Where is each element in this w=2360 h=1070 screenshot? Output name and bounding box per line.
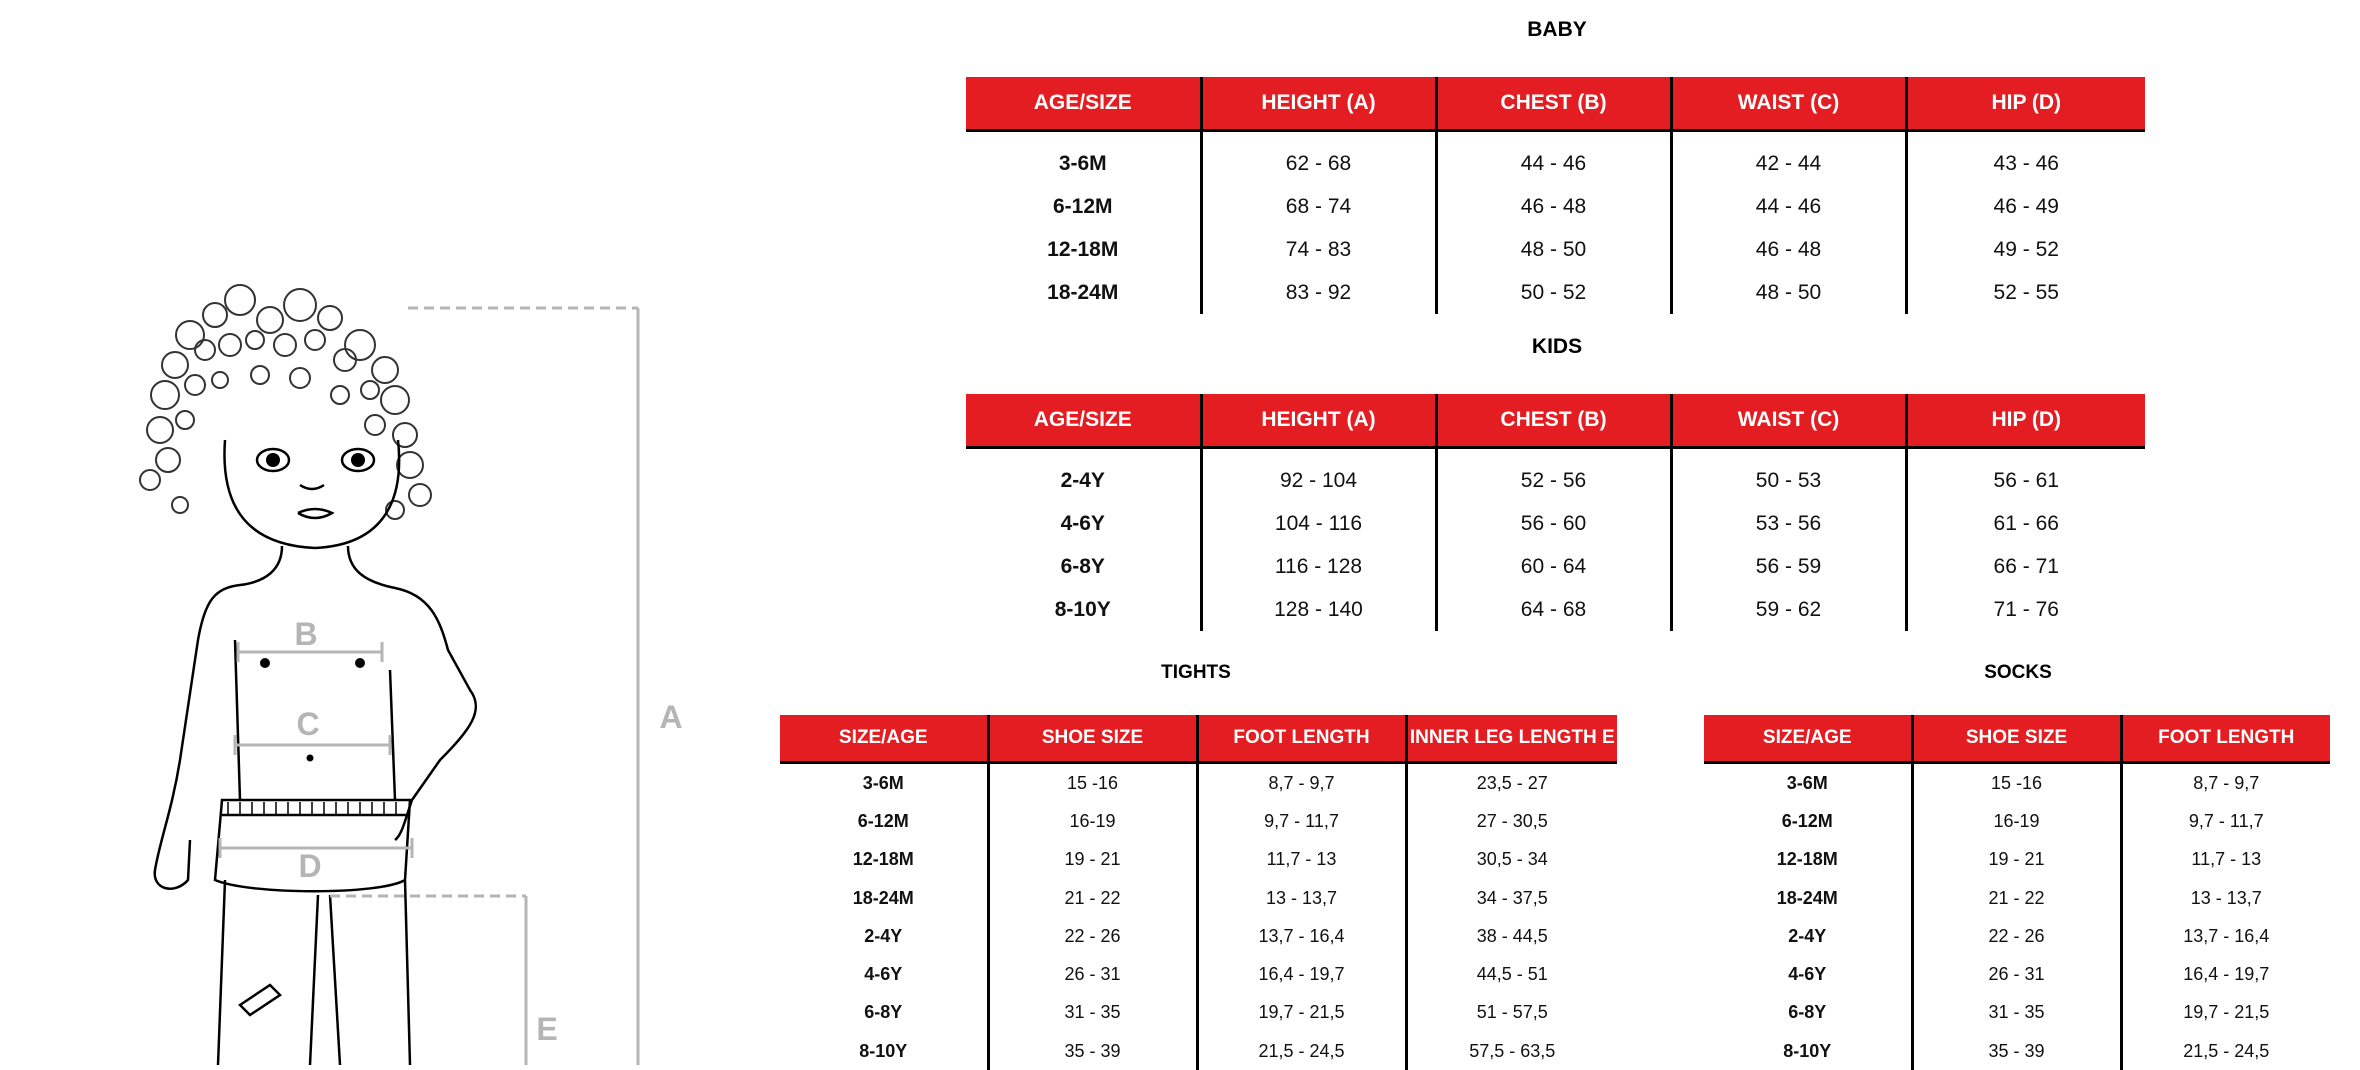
- baby-title: BABY: [1527, 18, 1587, 41]
- table-cell: 16,4 - 19,7: [2121, 955, 2330, 993]
- table-row: [1704, 763, 2330, 803]
- table-cell: 8,7 - 9,7: [2121, 763, 2330, 803]
- kids-size-table: [966, 394, 2145, 631]
- column-header: FOOT LENGTH: [2121, 715, 2330, 763]
- table-cell: 19,7 - 21,5: [2121, 994, 2330, 1032]
- table-cell: 83 - 92: [1201, 271, 1436, 314]
- table-cell: 46 - 48: [1671, 228, 1906, 271]
- table-cell: 15 -16: [988, 763, 1197, 803]
- column-header: WAIST (C): [1671, 77, 1906, 131]
- column-header: SHOE SIZE: [1912, 715, 2121, 763]
- table-cell: 3-6M: [862, 772, 904, 793]
- table-cell: 21 - 22: [988, 879, 1197, 917]
- table-row: [780, 841, 1617, 879]
- table-cell: 8,7 - 9,7: [1197, 763, 1406, 803]
- table-cell: 44 - 46: [1671, 185, 1906, 228]
- table-row: [1704, 841, 2330, 879]
- table-cell: 19 - 21: [1912, 841, 2121, 879]
- table-cell: 49 - 52: [1906, 228, 2145, 271]
- table-cell: 21,5 - 24,5: [2121, 1032, 2330, 1070]
- column-header: SIZE/AGE: [780, 715, 988, 763]
- table-cell: 12-18M: [1047, 237, 1119, 261]
- column-header: HIP (D): [1906, 394, 2145, 448]
- label-a: A: [659, 699, 683, 735]
- table-cell: 62 - 68: [1201, 131, 1436, 186]
- column-header: CHEST (B): [1436, 77, 1671, 131]
- tights-title: TIGHTS: [1161, 662, 1231, 683]
- table-cell: 116 - 128: [1201, 545, 1436, 588]
- table-cell: 48 - 50: [1671, 271, 1906, 314]
- table-cell: 18-24M: [1776, 887, 1838, 908]
- table-cell: 12-18M: [1776, 849, 1838, 870]
- table-cell: 16-19: [1912, 802, 2121, 840]
- table-cell: 59 - 62: [1671, 588, 1906, 631]
- table-cell: 21 - 22: [1912, 879, 2121, 917]
- table-row: [780, 879, 1617, 917]
- table-header-row: [780, 715, 1617, 763]
- table-cell: 6-12M: [1781, 810, 1833, 831]
- table-cell: 56 - 59: [1671, 545, 1906, 588]
- table-cell: 71 - 76: [1906, 588, 2145, 631]
- table-header-row: [966, 77, 2145, 131]
- column-header: FOOT LENGTH: [1197, 715, 1406, 763]
- table-cell: 13,7 - 16,4: [1197, 917, 1406, 955]
- table-row: [966, 588, 2145, 631]
- table-cell: 6-12M: [1052, 194, 1113, 218]
- table-cell: 44 - 46: [1436, 131, 1671, 186]
- table-cell: 16,4 - 19,7: [1197, 955, 1406, 993]
- table-cell: 26 - 31: [1912, 955, 2121, 993]
- table-cell: 8-10Y: [859, 1040, 908, 1061]
- table-cell: 31 - 35: [988, 994, 1197, 1032]
- hair-illustration: [140, 285, 431, 519]
- table-cell: 22 - 26: [1912, 917, 2121, 955]
- table-row: [966, 131, 2145, 186]
- table-cell: 64 - 68: [1436, 588, 1671, 631]
- child-measurement-illustration: [0, 0, 700, 1065]
- table-cell: 51 - 57,5: [1406, 994, 1617, 1032]
- table-cell: 56 - 61: [1906, 448, 2145, 503]
- label-b: B: [294, 616, 318, 652]
- table-cell: 19,7 - 21,5: [1197, 994, 1406, 1032]
- table-cell: 13 - 13,7: [1197, 879, 1406, 917]
- table-row: [1704, 1032, 2330, 1070]
- table-row: [780, 763, 1617, 803]
- table-cell: 35 - 39: [1912, 1032, 2121, 1070]
- table-cell: 66 - 71: [1906, 545, 2145, 588]
- table-row: [780, 994, 1617, 1032]
- table-row: [1704, 955, 2330, 993]
- table-cell: 13 - 13,7: [2121, 879, 2330, 917]
- table-cell: 104 - 116: [1201, 502, 1436, 545]
- table-cell: 68 - 74: [1201, 185, 1436, 228]
- table-cell: 11,7 - 13: [1197, 841, 1406, 879]
- kids-title: KIDS: [1531, 335, 1583, 358]
- baby-size-table: [966, 77, 2145, 314]
- label-e: E: [536, 1011, 558, 1047]
- table-cell: 128 - 140: [1201, 588, 1436, 631]
- table-row: [966, 228, 2145, 271]
- table-cell: 6-12M: [857, 810, 909, 831]
- table-row: [1704, 802, 2330, 840]
- table-cell: 30,5 - 34: [1406, 841, 1617, 879]
- column-header: AGE/SIZE: [966, 77, 1201, 131]
- table-cell: 6-8Y: [864, 1002, 903, 1023]
- column-header: HIP (D): [1906, 77, 2145, 131]
- column-header: WAIST (C): [1671, 394, 1906, 448]
- table-cell: 26 - 31: [988, 955, 1197, 993]
- socks-title: SOCKS: [1984, 662, 2052, 683]
- column-header: INNER LEG LENGTH E: [1406, 715, 1617, 763]
- table-row: [966, 545, 2145, 588]
- table-cell: 61 - 66: [1906, 502, 2145, 545]
- column-header: SHOE SIZE: [988, 715, 1197, 763]
- table-cell: 4-6Y: [1060, 511, 1105, 535]
- table-cell: 6-8Y: [1788, 1002, 1827, 1023]
- table-cell: 9,7 - 11,7: [2121, 802, 2330, 840]
- table-cell: 42 - 44: [1671, 131, 1906, 186]
- table-row: [780, 955, 1617, 993]
- table-cell: 57,5 - 63,5: [1406, 1032, 1617, 1070]
- table-cell: 4-6Y: [864, 964, 903, 985]
- table-cell: 2-4Y: [1060, 468, 1105, 492]
- table-cell: 18-24M: [852, 887, 914, 908]
- table-row: [1704, 994, 2330, 1032]
- table-header-row: [966, 394, 2145, 448]
- label-c: C: [296, 706, 320, 742]
- table-cell: 8-10Y: [1054, 597, 1111, 621]
- table-cell: 34 - 37,5: [1406, 879, 1617, 917]
- face-illustration: [224, 440, 399, 548]
- table-row: [780, 1032, 1617, 1070]
- table-cell: 46 - 49: [1906, 185, 2145, 228]
- column-header: HEIGHT (A): [1201, 77, 1436, 131]
- column-header: SIZE/AGE: [1704, 715, 1912, 763]
- table-cell: 4-6Y: [1788, 964, 1827, 985]
- table-header-row: [1704, 715, 2330, 763]
- table-cell: 21,5 - 24,5: [1197, 1032, 1406, 1070]
- table-cell: 48 - 50: [1436, 228, 1671, 271]
- tights-size-table: [780, 715, 1617, 1070]
- table-cell: 2-4Y: [1788, 925, 1827, 946]
- table-cell: 53 - 56: [1671, 502, 1906, 545]
- table-cell: 52 - 55: [1906, 271, 2145, 314]
- table-cell: 18-24M: [1047, 280, 1119, 304]
- table-cell: 19 - 21: [988, 841, 1197, 879]
- table-cell: 13,7 - 16,4: [2121, 917, 2330, 955]
- table-row: [966, 448, 2145, 503]
- table-cell: 11,7 - 13: [2121, 841, 2330, 879]
- table-cell: 44,5 - 51: [1406, 955, 1617, 993]
- table-cell: 3-6M: [1058, 151, 1107, 175]
- table-cell: 9,7 - 11,7: [1197, 802, 1406, 840]
- table-row: [1704, 879, 2330, 917]
- table-row: [966, 185, 2145, 228]
- table-cell: 2-4Y: [864, 925, 903, 946]
- label-d: D: [298, 848, 322, 884]
- table-cell: 50 - 52: [1436, 271, 1671, 314]
- column-header: HEIGHT (A): [1201, 394, 1436, 448]
- table-cell: 15 -16: [1912, 763, 2121, 803]
- table-cell: 43 - 46: [1906, 131, 2145, 186]
- table-cell: 46 - 48: [1436, 185, 1671, 228]
- table-cell: 27 - 30,5: [1406, 802, 1617, 840]
- table-row: [1704, 917, 2330, 955]
- table-cell: 31 - 35: [1912, 994, 2121, 1032]
- table-cell: 52 - 56: [1436, 448, 1671, 503]
- table-row: [966, 271, 2145, 314]
- measurement-guides: [220, 308, 638, 1065]
- table-row: [780, 802, 1617, 840]
- socks-size-table: [1704, 715, 2330, 1070]
- table-cell: 38 - 44,5: [1406, 917, 1617, 955]
- table-cell: 35 - 39: [988, 1032, 1197, 1070]
- table-cell: 74 - 83: [1201, 228, 1436, 271]
- table-cell: 16-19: [988, 802, 1197, 840]
- table-cell: 23,5 - 27: [1406, 763, 1617, 803]
- table-row: [966, 502, 2145, 545]
- table-cell: 12-18M: [852, 849, 914, 870]
- table-cell: 3-6M: [1786, 772, 1828, 793]
- table-cell: 8-10Y: [1783, 1040, 1832, 1061]
- table-cell: 50 - 53: [1671, 448, 1906, 503]
- table-cell: 22 - 26: [988, 917, 1197, 955]
- table-cell: 56 - 60: [1436, 502, 1671, 545]
- table-cell: 6-8Y: [1060, 554, 1105, 578]
- table-row: [780, 917, 1617, 955]
- column-header: CHEST (B): [1436, 394, 1671, 448]
- column-header: AGE/SIZE: [966, 394, 1201, 448]
- table-cell: 92 - 104: [1201, 448, 1436, 503]
- table-cell: 60 - 64: [1436, 545, 1671, 588]
